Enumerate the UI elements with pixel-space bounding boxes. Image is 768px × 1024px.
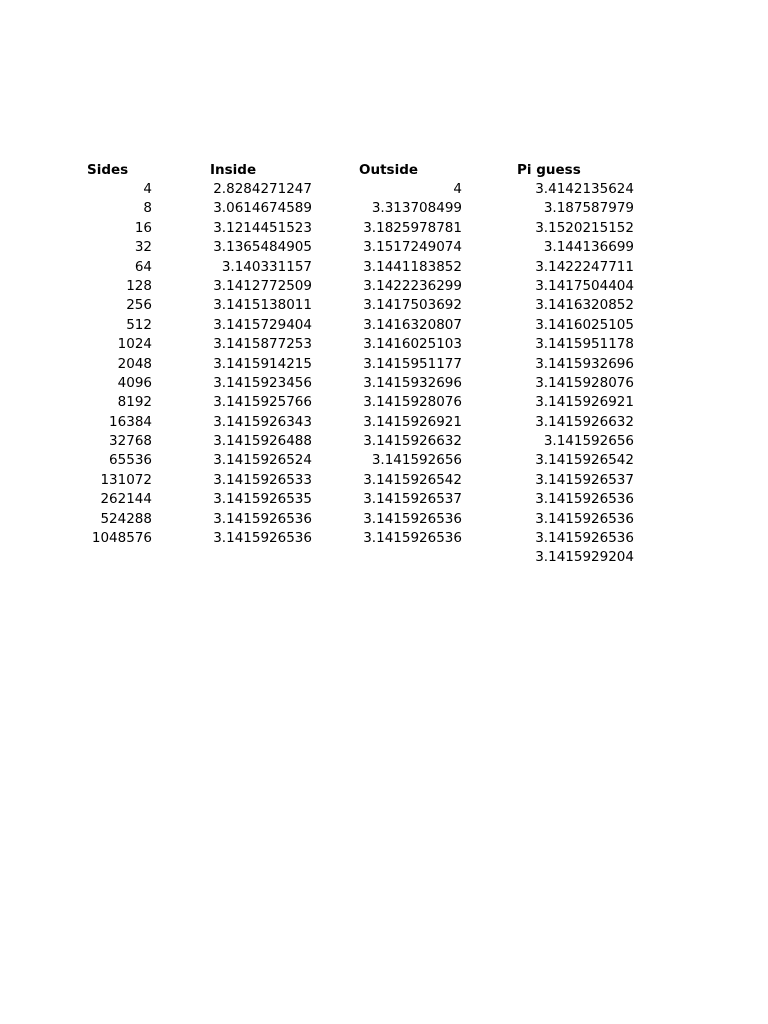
pi-guess-cell: 3.1415926632 (535, 413, 634, 430)
sides-cell: 512 (126, 316, 152, 333)
sides-cell: 32768 (109, 433, 152, 450)
outside-cell: 3.1415926921 (363, 413, 462, 430)
pi-guess-cell: 3.1415928076 (535, 374, 634, 391)
inside-cell: 3.1415729404 (213, 316, 312, 333)
sides-cell: 32 (134, 239, 152, 256)
inside-cell: 3.1415914215 (213, 355, 312, 372)
sides-cell: 16 (134, 219, 152, 236)
inside-cell: 3.1415926343 (213, 413, 312, 430)
sides-cell: 4 (143, 181, 152, 197)
header-outside: Outside (359, 162, 419, 178)
pi-guess-cell: 3.1415926536 (535, 510, 634, 527)
inside-cell: 3.1415925766 (213, 394, 312, 411)
sides-cell: 1024 (117, 336, 152, 353)
pi-guess-cell: 3.1416025105 (535, 316, 634, 333)
pi-guess-cell: 3.1415926921 (535, 394, 634, 411)
pi-guess-cell: 3.1415929204 (535, 549, 634, 566)
outside-cell: 3.1415926537 (363, 491, 462, 508)
pi-guess-cell: 3.1415926537 (535, 471, 634, 488)
inside-cell: 3.1214451523 (213, 219, 312, 236)
pi-guess-cell: 3.1415932696 (535, 355, 634, 372)
outside-cell: 3.1415926536 (363, 530, 462, 547)
inside-cell: 3.1415926488 (213, 433, 312, 450)
outside-cell: 3.1415932696 (363, 374, 462, 391)
sides-cell: 256 (126, 297, 152, 314)
inside-cell: 2.8284271247 (213, 181, 312, 197)
sides-cell: 8192 (117, 394, 152, 411)
sides-cell: 2048 (117, 355, 152, 372)
sides-cell: 262144 (100, 491, 152, 508)
outside-cell: 3.1415926542 (363, 471, 462, 488)
pi-guess-cell: 3.1415926536 (535, 491, 634, 508)
sides-cell: 131072 (100, 471, 152, 488)
table-row (0, 471, 768, 490)
pi-guess-cell: 3.1417504404 (535, 277, 634, 294)
table-row (0, 510, 768, 529)
sides-cell: 64 (134, 258, 152, 275)
table-row (0, 219, 768, 238)
table-row (0, 393, 768, 412)
inside-cell: 3.1415926533 (213, 471, 312, 488)
outside-cell: 4 (453, 181, 462, 197)
inside-cell: 3.1415926536 (213, 510, 312, 527)
pi-guess-cell: 3.1422247711 (535, 258, 634, 275)
pi-guess-cell: 3.1415926542 (535, 452, 634, 469)
pi-guess-cell: 3.1520215152 (535, 219, 634, 236)
outside-cell: 3.1417503692 (363, 297, 462, 314)
outside-cell: 3.1415928076 (363, 394, 462, 411)
inside-cell: 3.1365484905 (213, 239, 312, 256)
outside-cell: 3.141592656 (371, 452, 462, 469)
outside-cell: 3.313708499 (371, 200, 462, 217)
pi-guess-cell: 3.144136699 (543, 239, 634, 256)
table-row (0, 413, 768, 432)
header-row (0, 160, 768, 180)
header-pi-guess: Pi guess (517, 162, 581, 178)
outside-cell: 3.1825978781 (363, 219, 462, 236)
table-row (0, 529, 768, 548)
inside-cell: 3.1415138011 (213, 297, 312, 314)
table-row (0, 451, 768, 470)
inside-cell: 3.1415926535 (213, 491, 312, 508)
table-row (0, 180, 768, 199)
table-row (0, 316, 768, 335)
pi-guess-cell: 3.4142135624 (535, 181, 634, 197)
table-row (0, 277, 768, 296)
pi-guess-cell: 3.141592656 (543, 433, 634, 450)
table-row (0, 258, 768, 277)
inside-cell: 3.1415877253 (213, 336, 312, 353)
table-row (0, 490, 768, 509)
sides-cell: 1048576 (91, 530, 152, 547)
sides-cell: 8 (143, 200, 152, 217)
pi-guess-cell: 3.1415926536 (535, 530, 634, 547)
outside-cell: 3.1415926536 (363, 510, 462, 527)
outside-cell: 3.1415951177 (363, 355, 462, 372)
inside-cell: 3.1415923456 (213, 374, 312, 391)
sides-cell: 524288 (100, 510, 152, 527)
header-sides: Sides (87, 162, 129, 178)
inside-cell: 3.0614674589 (213, 200, 312, 217)
outside-cell: 3.1416025103 (363, 336, 462, 353)
table-row (0, 335, 768, 354)
table-row (0, 296, 768, 315)
outside-cell: 3.1422236299 (363, 277, 462, 294)
table-body (0, 180, 768, 568)
inside-cell: 3.1412772509 (213, 277, 312, 294)
table-row (0, 548, 768, 567)
pi-guess-cell: 3.1416320852 (535, 297, 634, 314)
table-row (0, 199, 768, 218)
sides-cell: 4096 (117, 374, 152, 391)
table-row (0, 432, 768, 451)
table-row (0, 355, 768, 374)
outside-cell: 3.1416320807 (363, 316, 462, 333)
table-row (0, 238, 768, 257)
inside-cell: 3.1415926524 (213, 452, 312, 469)
pi-guess-cell: 3.187587979 (543, 200, 634, 217)
header-inside: Inside (210, 162, 257, 178)
sides-cell: 16384 (109, 413, 152, 430)
outside-cell: 3.1441183852 (363, 258, 462, 275)
pi-guess-cell: 3.1415951178 (535, 336, 634, 353)
table-row (0, 374, 768, 393)
sides-cell: 65536 (109, 452, 152, 469)
outside-cell: 3.1517249074 (363, 239, 462, 256)
inside-cell: 3.140331157 (221, 258, 312, 275)
spreadsheet-table (0, 160, 768, 568)
sides-cell: 128 (126, 277, 152, 294)
outside-cell: 3.1415926632 (363, 433, 462, 450)
inside-cell: 3.1415926536 (213, 530, 312, 547)
